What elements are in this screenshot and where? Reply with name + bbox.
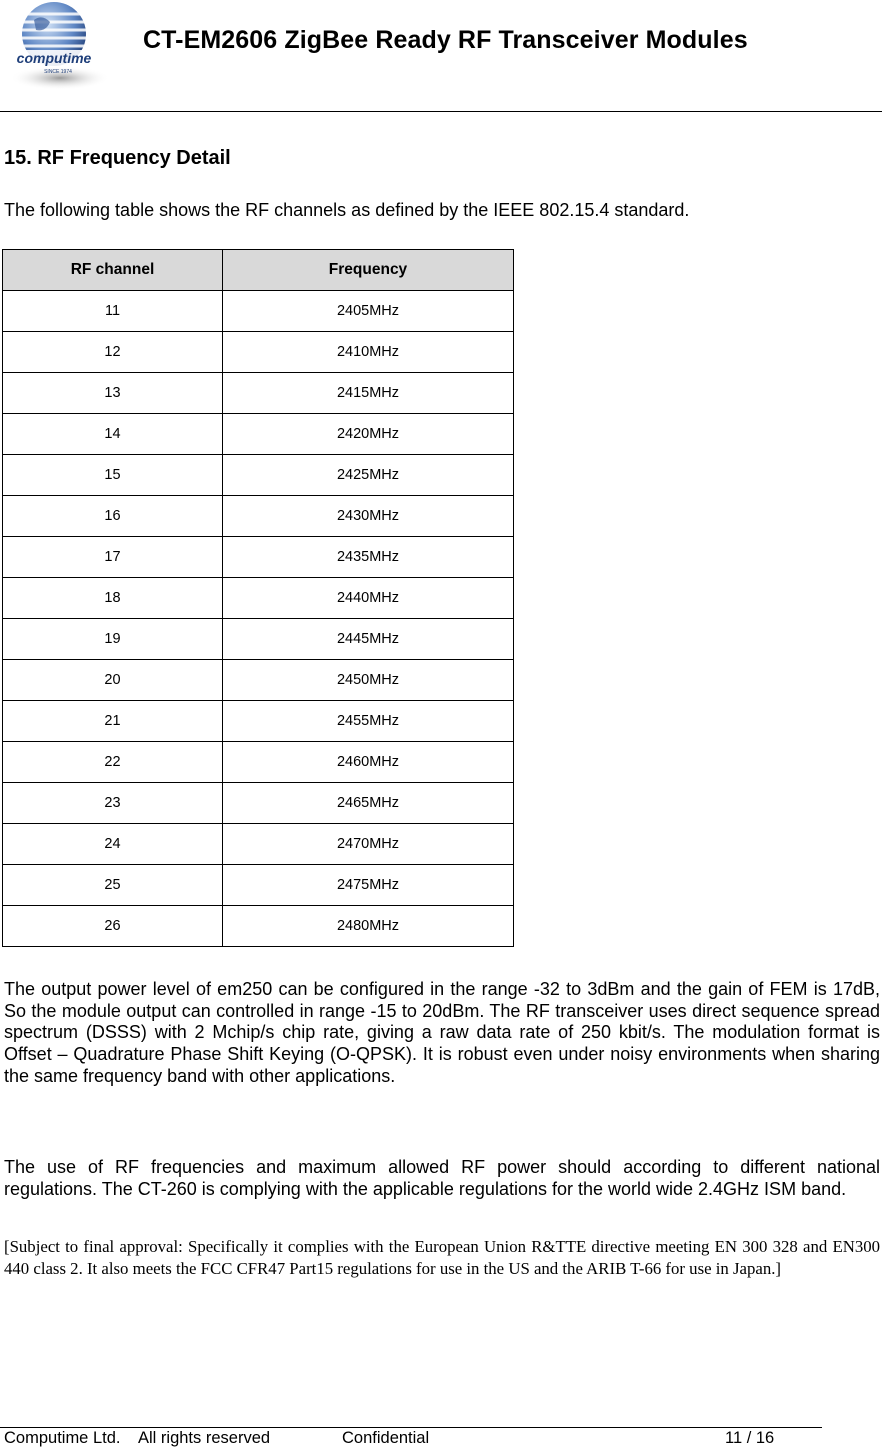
frequency-cell: 2450MHz: [223, 660, 514, 701]
table-row: [3, 865, 514, 906]
footer-classification: Confidential: [342, 1429, 430, 1447]
paragraph-regulations: The use of RF frequencies and maximum allowed RF power should according to different national regulations. The CT-260 is complying with the applicable regulations for the world wide 2.4GHz ISM band.: [4, 1157, 880, 1199]
footer-rights: All rights reserved: [138, 1429, 271, 1447]
rf-channel-cell: 16: [3, 496, 223, 537]
frequency-cell: 2470MHz: [223, 824, 514, 865]
frequency-cell: 2405MHz: [223, 291, 514, 332]
table-row: [3, 455, 514, 496]
frequency-cell: 2430MHz: [223, 496, 514, 537]
table-row: [3, 332, 514, 373]
rf-channel-cell: 20: [3, 660, 223, 701]
table-row: [3, 906, 514, 947]
table-header-row: [3, 250, 514, 291]
rf-channel-cell: 19: [3, 619, 223, 660]
rf-channel-table: [2, 249, 514, 947]
section-intro: The following table shows the RF channels as defined by the IEEE 802.15.4 standard.: [4, 200, 690, 220]
frequency-cell: 2410MHz: [223, 332, 514, 373]
rf-channel-cell: 25: [3, 865, 223, 906]
logo-tagline: SINCE 1974: [44, 69, 72, 75]
frequency-cell: 2455MHz: [223, 701, 514, 742]
table-row: [3, 496, 514, 537]
frequency-cell: 2445MHz: [223, 619, 514, 660]
paragraph-output-power: The output power level of em250 can be configured in the range -32 to 3dBm and the gain of FEM is 17dB, So the module output can controlled in range -15 to 20dBm. The RF transceiver uses direct sequence spread spectrum (DSSS) with 2 Mchip/s chip rate, giving a raw data rate of 250 kbit/s. The modulation format is Offset – Quadrature Phase Shift Keying (O-QPSK). It is robust even under noisy environments when sharing the same frequency band with other applications.: [4, 979, 880, 1086]
rf-channel-cell: 18: [3, 578, 223, 619]
frequency-cell: 2475MHz: [223, 865, 514, 906]
table-row: [3, 537, 514, 578]
frequency-cell: 2425MHz: [223, 455, 514, 496]
table-row: [3, 701, 514, 742]
rf-channel-cell: 13: [3, 373, 223, 414]
rf-channel-cell: 24: [3, 824, 223, 865]
frequency-cell: 2465MHz: [223, 783, 514, 824]
table-row: [3, 742, 514, 783]
table-row: [3, 578, 514, 619]
company-logo: [4, 0, 112, 92]
rf-channel-cell: 14: [3, 414, 223, 455]
rf-channel-cell: 26: [3, 906, 223, 947]
paragraph-approval-note: [Subject to final approval: Specifically it complies with the European Union R&TTE directive meeting EN 300 328 and EN300 440 class 2. It also meets the FCC CFR47 Part15 regulations for use in the US and the ARIB T-66 for use in Japan.]: [4, 1237, 880, 1278]
footer-divider: [0, 1427, 822, 1428]
column-header-frequency: Frequency: [223, 250, 514, 291]
frequency-cell: 2415MHz: [223, 373, 514, 414]
frequency-cell: 2480MHz: [223, 906, 514, 947]
section-heading: 15. RF Frequency Detail: [4, 147, 231, 169]
frequency-cell: 2440MHz: [223, 578, 514, 619]
table-row: [3, 414, 514, 455]
rf-channel-cell: 12: [3, 332, 223, 373]
table-row: [3, 824, 514, 865]
table-row: [3, 619, 514, 660]
rf-channel-cell: 15: [3, 455, 223, 496]
frequency-cell: 2460MHz: [223, 742, 514, 783]
table-row: [3, 660, 514, 701]
header-divider: [0, 111, 882, 112]
frequency-cell: 2435MHz: [223, 537, 514, 578]
rf-channel-cell: 11: [3, 291, 223, 332]
footer-company: Computime Ltd.: [4, 1429, 121, 1447]
document-title: CT-EM2606 ZigBee Ready RF Transceiver Modules: [143, 26, 748, 54]
rf-channel-cell: 22: [3, 742, 223, 783]
frequency-cell: 2420MHz: [223, 414, 514, 455]
footer-page-number: 11 / 16: [725, 1429, 775, 1447]
logo-wordmark: computime: [16, 50, 92, 66]
table-row: [3, 373, 514, 414]
rf-channel-cell: 17: [3, 537, 223, 578]
table-row: [3, 291, 514, 332]
column-header-rf-channel: RF channel: [3, 250, 223, 291]
table-row: [3, 783, 514, 824]
rf-channel-cell: 23: [3, 783, 223, 824]
rf-channel-cell: 21: [3, 701, 223, 742]
